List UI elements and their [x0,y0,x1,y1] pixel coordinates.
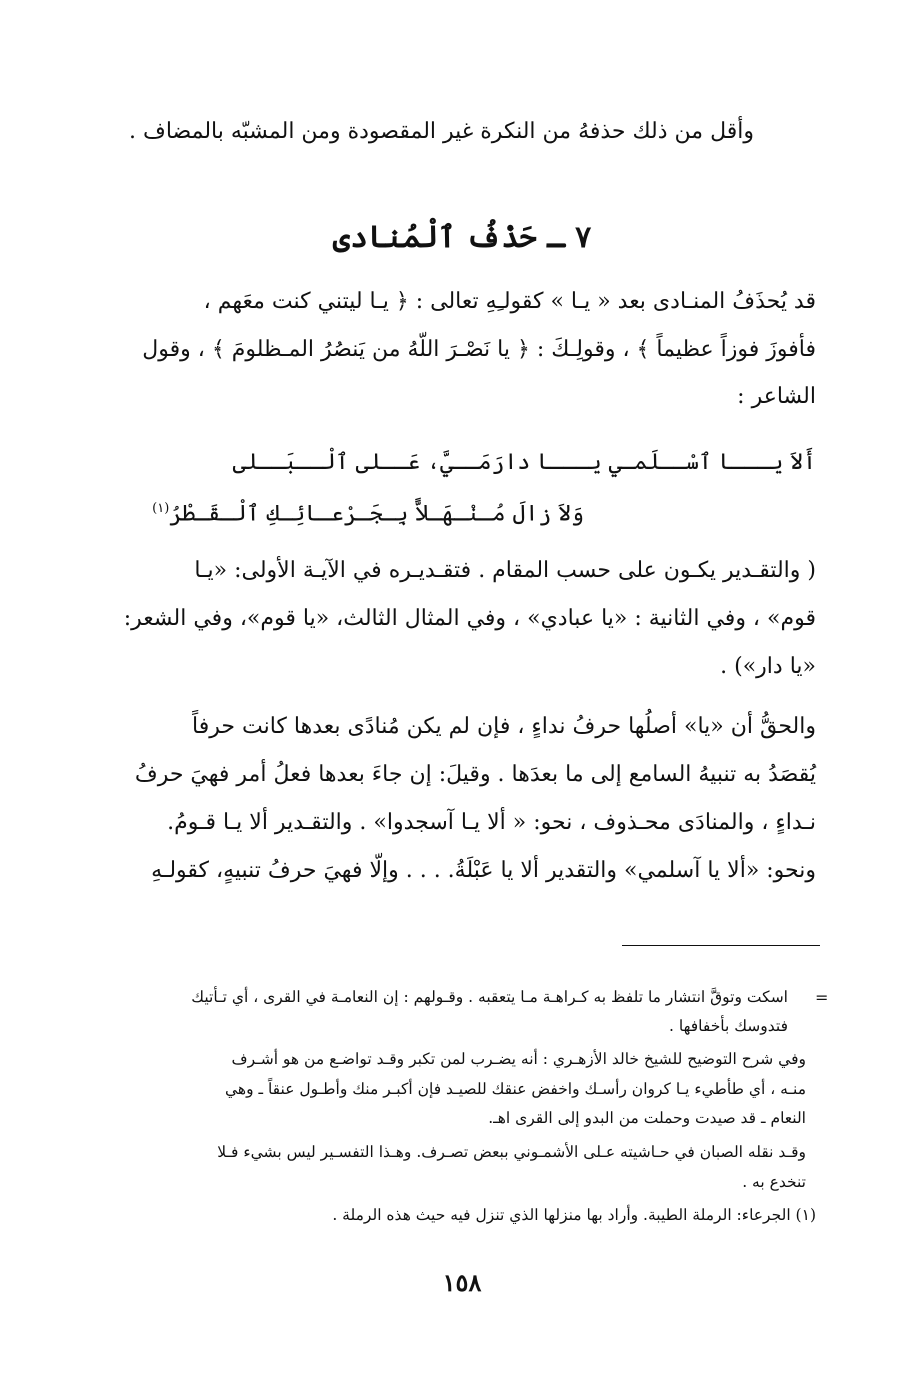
section-heading: ٧ ـ حَذْفُ ٱلْمُنادى [332,220,592,255]
footnote-marker: (١) [152,501,170,516]
page-number: ١٥٨ [442,1268,482,1297]
footnote-separator [622,945,820,946]
paragraph-line: والحقُّ أن «يا» أصلُها حرفُ نداءٍ ، فإن لم يكن مُنادًى بعدها كانت حرفاً [192,714,816,739]
paragraph-line: ونحو: «ألا يا آسلمي» والتقدير ألا يا عَبْلَةُ. . . . وإلّا فهيَ حرفُ تنبيهٍ، كقولـهِ [151,858,816,883]
verse-first-hemistich: أَلاَ يـــا ٱسْــلَمـي يـــا دارَمَــيَّ، عَــلى ٱلْــبَــلى [232,450,816,475]
footnote-line: النعام ـ قد صيدت وحملت من البدو إلى القرى اهـ. [488,1109,806,1127]
footnote-line: منـه ، أي طأطيء يـا كروان رأسـك واخفض عنقك للصيـد فإن أكبـر منك وأطـول عنقاً ـ وهي [224,1080,806,1098]
footnote-line: تنخدع به . [742,1173,806,1191]
verse-second-hemistich [152,494,584,529]
paragraph-line: ( والتقـدير يكـون على حسب المقام . فتقـديـره في الآيـة الأولى: «يـا [194,558,816,583]
paragraph-line: الشاعر : [737,384,816,409]
paragraph-line: قد يُحذَفُ المنـادى بعد « يـا » كقولـِهِ تعالى : ﴿ يـا ليتني كنت معَهم ، [203,289,816,314]
footnote-line: وقـد نقله الصبان في حـاشيته عـلى الأشمـوني ببعض تصـرف. وهـذا التفسـير ليس بشيء فـلا [217,1143,806,1161]
verse-text: وَلاَ زالَ مُـنْـهَـلاًّ بِـجَـرْعـائِـكِ ٱلْـقَـطْرُ [169,501,584,527]
paragraph-line: يُقصَدُ به تنبيهُ السامع إلى ما بعدَها . وقيلَ: إن جاءَ بعدها فعلُ أمر فهيَ حرفُ [134,762,816,787]
paragraph-line: نـداءٍ ، والمنادَى محـذوف ، نحو: « ألا يـا آسجدوا» . والتقـدير ألا يـا قـومُ. [167,810,816,835]
paragraph-line: فأفوزَ فوزاً عظيماً ﴾ ، وقولِـكَ : ﴿ يا نَصْـرَ اللّهُ من يَنصُرُ المـظلومَ ﴾ ، وقول [142,337,816,362]
paragraph-line: قوم» ، وفي الثانية : «يا عبادي» ، وفي المثال الثالث، «يا قوم»، وفي الشعر: [123,606,816,631]
footnote-line: وفي شرح التوضيح للشيخ خالد الأزهـري : أنه يضـرب لمن تكبر وقـد تواضـع من هو أشـرف [231,1050,806,1068]
intro-line: وأقل من ذلك حذفهُ من النكرة غير المقصودة ومن المشبّه بالمضاف . [129,119,754,144]
footnote-line: اسكت وتوقَّ انتشار ما تلفظ به كـراهـة مـا يتعقبه . وقـولهم : إن النعامـة في القرى ، أي تـأتيك [191,988,788,1006]
paragraph-line: «يا دار») . [720,654,816,679]
footnote-continuation-mark: = [815,988,829,1007]
footnote-line: (١) الجرعاء: الرملة الطيبة. وأراد بها منزلها الذي تنزل فيه حيث هذه الرملة . [332,1206,816,1224]
footnote-line: فتدوسك بأخفافها . [669,1017,788,1035]
